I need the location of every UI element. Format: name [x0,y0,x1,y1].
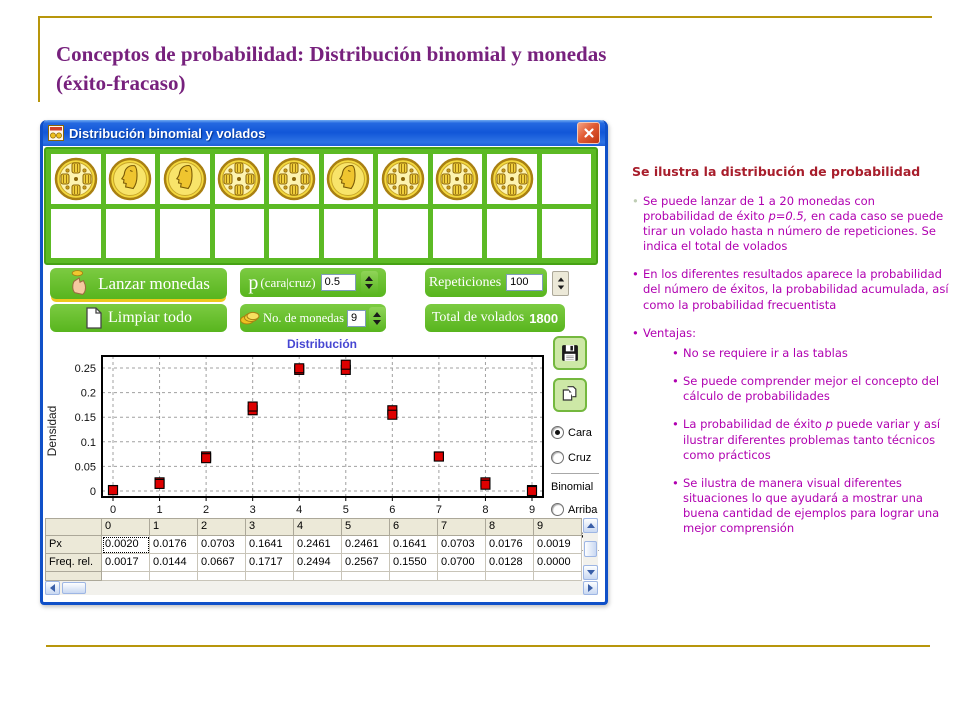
binomial-group-label: Binomial [551,481,594,493]
page-title-line1: Conceptos de probabilidad: Distribución binomial y monedas [56,42,607,66]
no-monedas-group [240,304,386,332]
page-title-line2: (éxito-fracaso) [56,71,186,96]
coin-cruz [433,154,483,204]
coin-cell-empty [378,209,428,259]
table-col-header: 8 [486,518,534,536]
table-cell[interactable]: 0.0144 [150,554,198,572]
probability-table [45,518,582,590]
bullet-marker: • [672,417,679,432]
bullet-text: Se ilustra de manera visual diferentes situaciones lo que ayudará a mostrar una buena cantidad de ejemplos para lograr una mejor comprensión [683,475,940,536]
coin-stack-icon [240,311,260,325]
table-col-header: 2 [198,518,246,536]
sidebar-text [632,164,950,537]
limpiar-todo-label: Limpiar todo [108,309,192,326]
table-cell[interactable]: 0.0020 [102,536,150,554]
radio-button-icon[interactable] [551,503,564,516]
svg-text:Densidad: Densidad [45,405,59,457]
svg-text:0: 0 [89,486,96,498]
table-col-header: 9 [534,518,582,536]
no-monedas-label: No. de monedas [263,310,344,325]
svg-text:3: 3 [249,504,256,516]
scroll-left-icon[interactable] [45,581,60,595]
table-horizontal-scrollbar[interactable] [45,581,598,595]
table-empty-cell [150,572,198,581]
bullet-item [672,476,950,537]
window-body [43,146,599,599]
table-col-header: 4 [294,518,342,536]
svg-text:6: 6 [389,504,396,516]
radio-group-top [551,420,599,470]
table-empty-cell [342,572,390,581]
table-empty-cell [294,572,342,581]
repeticiones-group [425,268,547,297]
p-label-main: p [248,271,259,294]
window-title: Distribución binomial y volados [69,125,266,141]
table-cell[interactable]: 0.2461 [342,536,390,554]
table-cell[interactable]: 0.1717 [246,554,294,572]
limpiar-todo-button[interactable] [50,304,227,332]
table-cell[interactable]: 0.1641 [246,536,294,554]
bullet-item [632,194,950,255]
radio-label: Arriba [568,503,598,516]
table-cell[interactable]: 0.2567 [342,554,390,572]
scroll-up-icon[interactable] [583,518,598,533]
coin-cell-empty [106,209,156,259]
svg-text:0.25: 0.25 [74,363,96,375]
window-titlebar[interactable] [43,120,605,146]
coin-cara [106,154,156,204]
table-empty-cell [45,572,102,581]
blank-page-icon [85,307,103,329]
sidebar-heading: Se ilustra la distribución de probabilidad [632,164,921,179]
bullet-text: Se puede comprender mejor el concepto del cálculo de probabilidades [683,374,940,404]
repeticiones-input[interactable]: 100 [506,274,543,291]
table-corner-cell [45,518,102,536]
lanzar-monedas-button[interactable] [50,268,227,299]
bullet-list [632,194,950,537]
svg-text:1: 1 [156,504,163,516]
table-cell[interactable]: 0.0703 [198,536,246,554]
table-cell[interactable]: 0.0017 [102,554,150,572]
table-col-header: 6 [390,518,438,536]
scroll-down-icon[interactable] [583,565,598,580]
repeticiones-spinner[interactable] [552,271,569,296]
bullet-text: En los diferentes resultados aparece la probabilidad del número de éxitos, la probabilidad acumulada, así como la probabilidad frecuentista [643,267,949,312]
bullet-text: La probabilidad de éxito p puede variar y así ilustrar diferentes problemas tanto técnicos como prácticos [683,417,941,462]
svg-text:2: 2 [203,504,210,516]
vertical-scroll-thumb[interactable] [584,541,597,557]
table-cell[interactable]: 0.2494 [294,554,342,572]
coin-cruz [51,154,101,204]
p-cara-cruz-group [240,268,386,297]
table-col-header: 0 [102,518,150,536]
total-volados-value: 1800 [529,310,559,326]
table-empty-cell [534,572,582,581]
svg-text:Distribución: Distribución [286,337,358,351]
repeticiones-label: Repeticiones [428,274,502,290]
app-icon [48,125,64,141]
radio-button-icon[interactable] [551,426,564,439]
bullet-marker: • [672,475,679,490]
coin-cell-empty [487,209,537,259]
svg-text:0.15: 0.15 [74,412,96,425]
copy-icon [560,385,580,405]
coin-cell-empty [160,209,210,259]
table-cell[interactable]: 0.1550 [390,554,438,572]
svg-text:7: 7 [435,504,442,516]
bullet-marker: • [632,193,639,208]
table-row-label: Px [45,536,102,554]
slide-bottom-rule [46,645,930,647]
p-label-paren: (cara|cruz) [260,274,316,290]
table-col-header: 3 [246,518,294,536]
distribution-chart [45,336,550,518]
svg-text:5: 5 [342,504,349,516]
svg-text:4: 4 [296,504,303,516]
bullet-marker: • [672,374,679,389]
svg-text:0.1: 0.1 [80,436,96,449]
bullet-item [672,374,950,404]
slide-top-rule [38,16,932,18]
copy-button[interactable] [553,378,587,412]
table-cell[interactable]: 0.0703 [438,536,486,554]
no-monedas-spinner[interactable] [369,307,386,330]
table-row-label: Freq. rel. [45,554,102,572]
coin-cara [160,154,210,204]
bullet-marker: • [672,345,679,360]
horizontal-scroll-thumb[interactable] [62,582,86,594]
bullet-item [632,267,950,313]
save-icon [560,343,580,363]
table-cell[interactable]: 0.0176 [486,536,534,554]
radio-button-icon[interactable] [551,451,564,464]
coin-cell-empty [269,209,319,259]
total-volados-label: Total de volados [431,310,525,325]
save-button[interactable] [553,336,587,370]
table-col-header: 7 [438,518,486,536]
coin-cruz [378,154,428,204]
bullet-text: Se puede lanzar de 1 a 20 monedas con probabilidad de éxito p=0.5, en cada caso se puede tirar un volado hasta n número de repeticiones. Se indica el total de volados [643,193,944,254]
app-window [40,120,608,605]
slide-left-rule [38,16,40,102]
coin-cruz [487,154,537,204]
table-cell[interactable]: 0.0700 [438,554,486,572]
svg-text:0.05: 0.05 [74,461,96,474]
bullet-item [672,417,950,463]
table-cell[interactable]: 0.2461 [294,536,342,554]
coin-cell-empty [542,154,592,204]
bullet-text: Ventajas: [643,325,697,340]
page-title [56,40,756,99]
radio-cara[interactable] [551,420,599,445]
coin-cell-empty [324,209,374,259]
flip-hand-icon [67,269,93,299]
table-empty-cell [102,572,150,581]
coin-grid [44,147,598,265]
bullet-item [672,346,950,361]
table-cell[interactable]: 0.0667 [198,554,246,572]
coin-cell-empty [542,209,592,259]
close-icon [583,127,595,139]
table-cell[interactable]: 0.0128 [486,554,534,572]
table-empty-cell [246,572,294,581]
p-spinner[interactable] [361,271,378,294]
table-col-header: 1 [150,518,198,536]
coin-cara [324,154,374,204]
lanzar-monedas-label: Lanzar monedas [98,273,210,293]
group-separator [551,473,599,474]
table-cell[interactable]: 0.1641 [390,536,438,554]
table-cell[interactable]: 0.0000 [534,554,582,572]
table-col-header: 5 [342,518,390,536]
radio-label: Cruz [568,451,592,464]
scroll-right-icon[interactable] [583,581,598,595]
table-vertical-scrollbar[interactable] [583,518,598,580]
svg-text:0.2: 0.2 [80,387,96,400]
table-empty-cell [198,572,246,581]
bullet-marker: • [632,325,639,340]
coin-cell-empty [215,209,265,259]
coin-cruz [215,154,265,204]
coin-cruz [269,154,319,204]
table-empty-cell [438,572,486,581]
svg-text:0: 0 [109,504,117,516]
svg-text:9: 9 [528,504,536,516]
bullet-text: No se requiere ir a las tablas [683,345,848,360]
svg-text:8: 8 [482,504,489,516]
close-button[interactable] [577,122,600,144]
radio-cruz[interactable] [551,445,599,470]
p-value-input[interactable]: 0.5 [321,274,356,291]
table-cell[interactable]: 0.0176 [150,536,198,554]
no-monedas-input[interactable]: 9 [347,310,366,327]
coin-cell-empty [433,209,483,259]
table-empty-cell [390,572,438,581]
radio-label: Cara [568,426,592,439]
bullet-marker: • [632,267,639,282]
bullet-item [632,326,950,341]
total-volados-group [425,304,565,332]
coin-cell-empty [51,209,101,259]
table-cell[interactable]: 0.0019 [534,536,582,554]
table-empty-cell [486,572,534,581]
